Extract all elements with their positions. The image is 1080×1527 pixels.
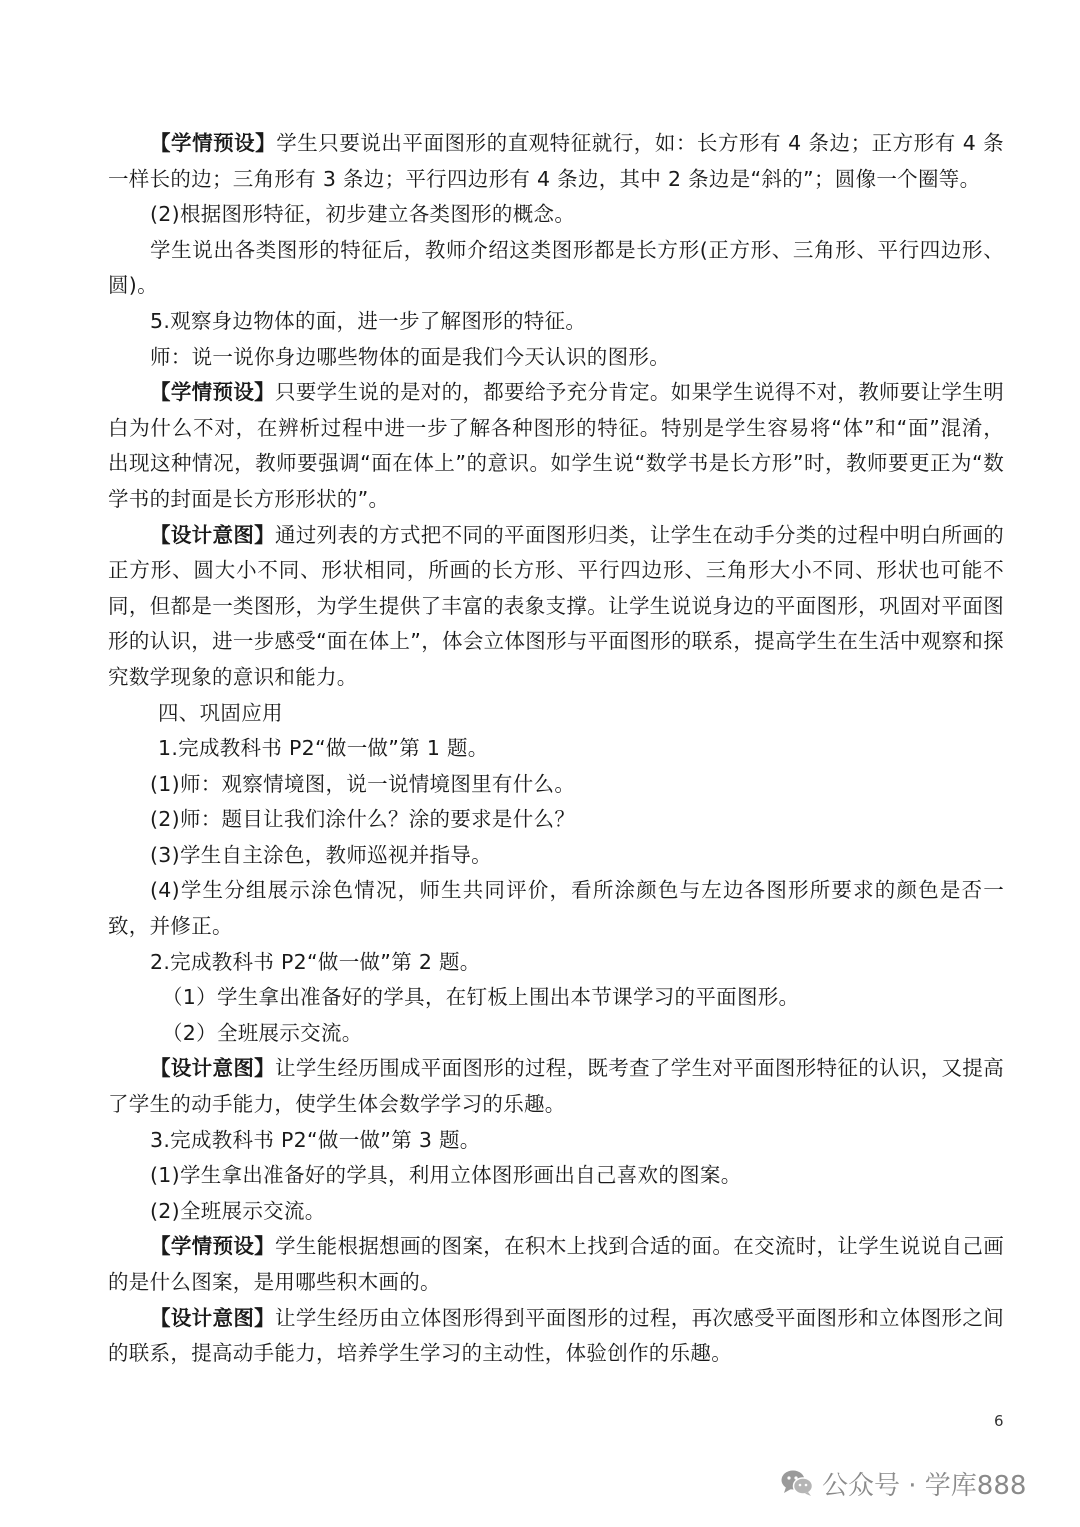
paragraph-18 [108, 1123, 1004, 1159]
paragraph-22 [108, 1301, 1004, 1372]
paragraph-7 [108, 518, 1004, 696]
paragraph-16 [108, 1016, 1004, 1052]
paragraph-text: 学生能根据想画的图案，在积木上找到合适的面。在交流时，让学生说说自己画的是什么图案，是用哪些积木画的。 [108, 1234, 1004, 1294]
watermark [780, 1463, 1026, 1503]
paragraph-text: 让学生经历由立体图形得到平面图形的过程，再次感受平面图形和立体图形之间的联系，提高动手能力，培养学生学习的主动性，体验创作的乐趣。 [108, 1305, 1004, 1366]
paragraph-13 [108, 873, 1004, 944]
paragraph-1 [108, 126, 1004, 197]
paragraph-17 [108, 1051, 1004, 1122]
paragraph-tag: 【设计意图】 [150, 1305, 275, 1330]
paragraph-tag: 【学情预设】 [150, 131, 277, 155]
paragraph-tag: 【设计意图】 [150, 1056, 275, 1081]
paragraph-12 [108, 838, 1004, 874]
paragraph-text: 只要学生说的是对的，都要给予充分肯定。如果学生说得不对，教师要让学生明白为什么不对，在辨析过程中进一步了解各种图形的特征。特别是学生容易将“体”和“面”混淆，出现这种情况，教师要强调“面在体上”的意识。如学生说“数学书是长方形”时，教师要更正为“数学书的封面是长方形形状的”。 [108, 380, 1004, 511]
paragraph-9 [108, 731, 1004, 767]
paragraph-21 [108, 1229, 1004, 1300]
paragraph-text: (4)学生分组展示涂色情况，师生共同评价，看所涂颜色与左边各图形所要求的颜色是否一致，并修正。 [108, 878, 1004, 939]
paragraph-text: 让学生经历围成平面图形的过程，既考查了学生对平面图形特征的认识，又提高了学生的动手能力，使学生体会数学学习的乐趣。 [108, 1056, 1004, 1117]
paragraph-11 [108, 802, 1004, 838]
paragraph-text: 四、巩固应用 [158, 700, 283, 725]
paragraph-10 [108, 767, 1004, 803]
paragraph-2 [108, 197, 1004, 233]
paragraph-4 [108, 304, 1004, 340]
paragraph-tag: 【学情预设】 [150, 380, 275, 405]
paragraph-text: 学生只要说出平面图形的直观特征就行，如：长方形有 4 条边；正方形有 4 条一样长的边；三角形有 3 条边；平行四边形有 4 条边，其中 2 条边是“斜的”；圆像一个圈等。 [108, 131, 1004, 191]
paragraph-5 [108, 340, 1004, 376]
paragraph-text: (1)师：观察情境图，说一说情境图里有什么。 [150, 771, 576, 796]
paragraph-3 [108, 233, 1004, 304]
watermark-text: 公众号 · 学库888 [822, 1470, 1027, 1501]
paragraph-text: 2.完成教科书 P2“做一做”第 2 题。 [150, 949, 481, 974]
wechat-icon [780, 1468, 814, 1498]
paragraph-text: 通过列表的方式把不同的平面图形归类，让学生在动手分类的过程中明白所画的正方形、圆大小不同、形状相同，所画的长方形、平行四边形、三角形大小不同、形状也可能不同，但都是一类图形，为学生提供了丰富的表象支撑。让学生说说身边的平面图形，巩固对平面图形的认识，进一步感受“面在体上”，体会立体图形与平面图形的联系，提高学生在生活中观察和探究数学现象的意识和能力。 [108, 522, 1004, 689]
paragraph-text: （2）全班展示交流。 [162, 1020, 363, 1045]
document-body [108, 126, 1004, 1372]
paragraph-text: 师：说一说你身边哪些物体的面是我们今天认识的图形。 [150, 344, 670, 369]
paragraph-text: (3)学生自主涂色，教师巡视并指导。 [150, 842, 492, 867]
paragraph-text: (1)学生拿出准备好的学具，利用立体图形画出自己喜欢的图案。 [150, 1163, 742, 1188]
paragraph-text: 3.完成教科书 P2“做一做”第 3 题。 [150, 1127, 481, 1152]
paragraph-14 [108, 945, 1004, 981]
paragraph-text: （1）学生拿出准备好的学具，在钉板上围出本节课学习的平面图形。 [162, 985, 800, 1010]
paragraph-tag: 【学情预设】 [150, 1234, 275, 1259]
paragraph-20 [108, 1194, 1004, 1230]
paragraph-15 [108, 980, 1004, 1016]
paragraph-text: 学生说出各类图形的特征后，教师介绍这类图形都是长方形(正方形、三角形、平行四边形、圆)。 [108, 237, 1004, 298]
paragraph-text: 1.完成教科书 P2“做一做”第 1 题。 [158, 736, 489, 761]
paragraph-text: (2)根据图形特征，初步建立各类图形的概念。 [150, 202, 576, 227]
section-heading [108, 696, 1004, 732]
paragraph-tag: 【设计意图】 [150, 522, 275, 547]
page-number: 6 [994, 1412, 1004, 1430]
paragraph-19 [108, 1158, 1004, 1194]
paragraph-text: (2)全班展示交流。 [150, 1198, 326, 1223]
paragraph-text: 5.观察身边物体的面，进一步了解图形的特征。 [150, 308, 587, 333]
paragraph-text: (2)师：题目让我们涂什么？涂的要求是什么？ [150, 807, 576, 832]
paragraph-6 [108, 375, 1004, 517]
